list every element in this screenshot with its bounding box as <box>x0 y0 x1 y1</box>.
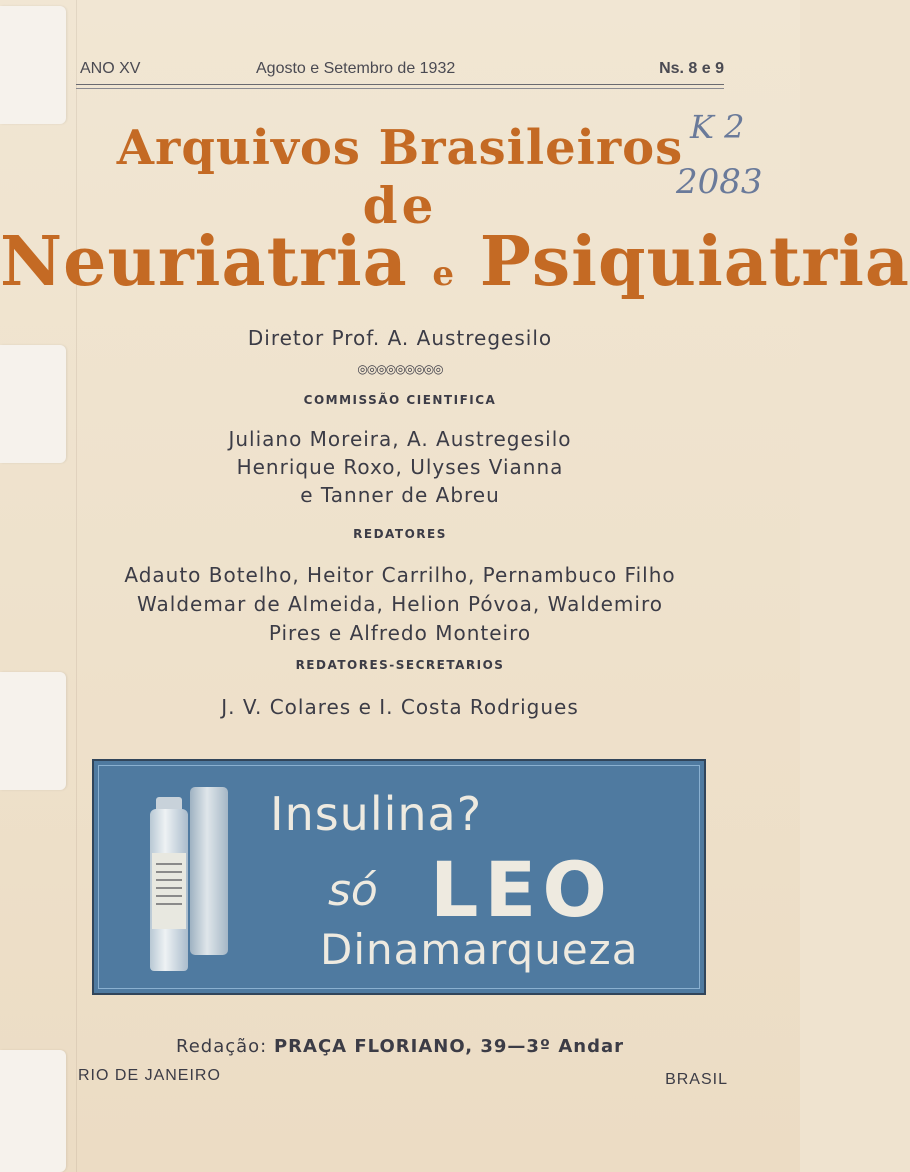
ad-so-text: só <box>328 865 378 916</box>
binding-tab <box>0 1050 66 1172</box>
editorial-address <box>0 1036 800 1057</box>
journal-title-line2: de <box>362 176 438 235</box>
title-word-e: e <box>432 254 456 294</box>
address-label: Redação: <box>176 1036 268 1057</box>
binding-tab <box>0 6 66 124</box>
footer-country: BRASIL <box>665 1071 728 1088</box>
editors-line: Adauto Botelho, Heitor Carrilho, Pernambuco Filho <box>124 563 676 587</box>
secretaries-line: J. V. Colares e I. Costa Rodrigues <box>221 695 579 719</box>
bottle-label-illustration <box>152 853 186 929</box>
medicine-tube-illustration <box>190 787 228 955</box>
journal-title-line1: Arquivos Brasileiros <box>116 120 684 176</box>
ad-brand-leo: LEO <box>430 845 613 934</box>
address-value: PRAÇA FLORIANO, 39—3º Andar <box>273 1036 624 1057</box>
ornament-divider: ◎◎◎◎◎◎◎◎◎ <box>357 362 443 376</box>
insulin-advertisement <box>92 759 706 995</box>
commission-heading: COMMISSÃO CIENTIFICA <box>303 393 497 407</box>
ad-headline: Insulina? <box>270 787 483 841</box>
editors-line: Waldemar de Almeida, Helion Póvoa, Waldemiro <box>137 592 663 616</box>
header-rule <box>76 84 724 85</box>
handwritten-note: 2083 <box>676 162 763 202</box>
director-line: Diretor Prof. A. Austregesilo <box>247 326 553 350</box>
issue-header <box>76 60 726 84</box>
commission-line: Henrique Roxo, Ulyses Vianna <box>236 455 564 479</box>
title-word-neuriatria: Neuriatria <box>0 222 408 302</box>
handwritten-note: K 2 <box>690 108 745 146</box>
footer-city: RIO DE JANEIRO <box>78 1067 221 1084</box>
commission-line: e Tanner de Abreu <box>300 483 500 507</box>
header-rule <box>76 88 724 89</box>
commission-line: Juliano Moreira, A. Austregesilo <box>228 427 572 451</box>
journal-title-line3 <box>0 222 910 302</box>
editors-line: Pires e Alfredo Monteiro <box>268 621 532 645</box>
editors-heading: REDATORES <box>353 527 447 541</box>
ad-tagline: Dinamarqueza <box>320 925 639 974</box>
secretaries-heading: REDATORES-SECRETARIOS <box>295 658 505 672</box>
issue-year: ANO XV <box>80 60 141 77</box>
binding-tab <box>0 672 66 790</box>
issue-number: Ns. 8 e 9 <box>659 60 724 77</box>
title-word-psiquiatria: Psiquiatria <box>479 222 910 302</box>
issue-date: Agosto e Setembro de 1932 <box>256 60 456 77</box>
